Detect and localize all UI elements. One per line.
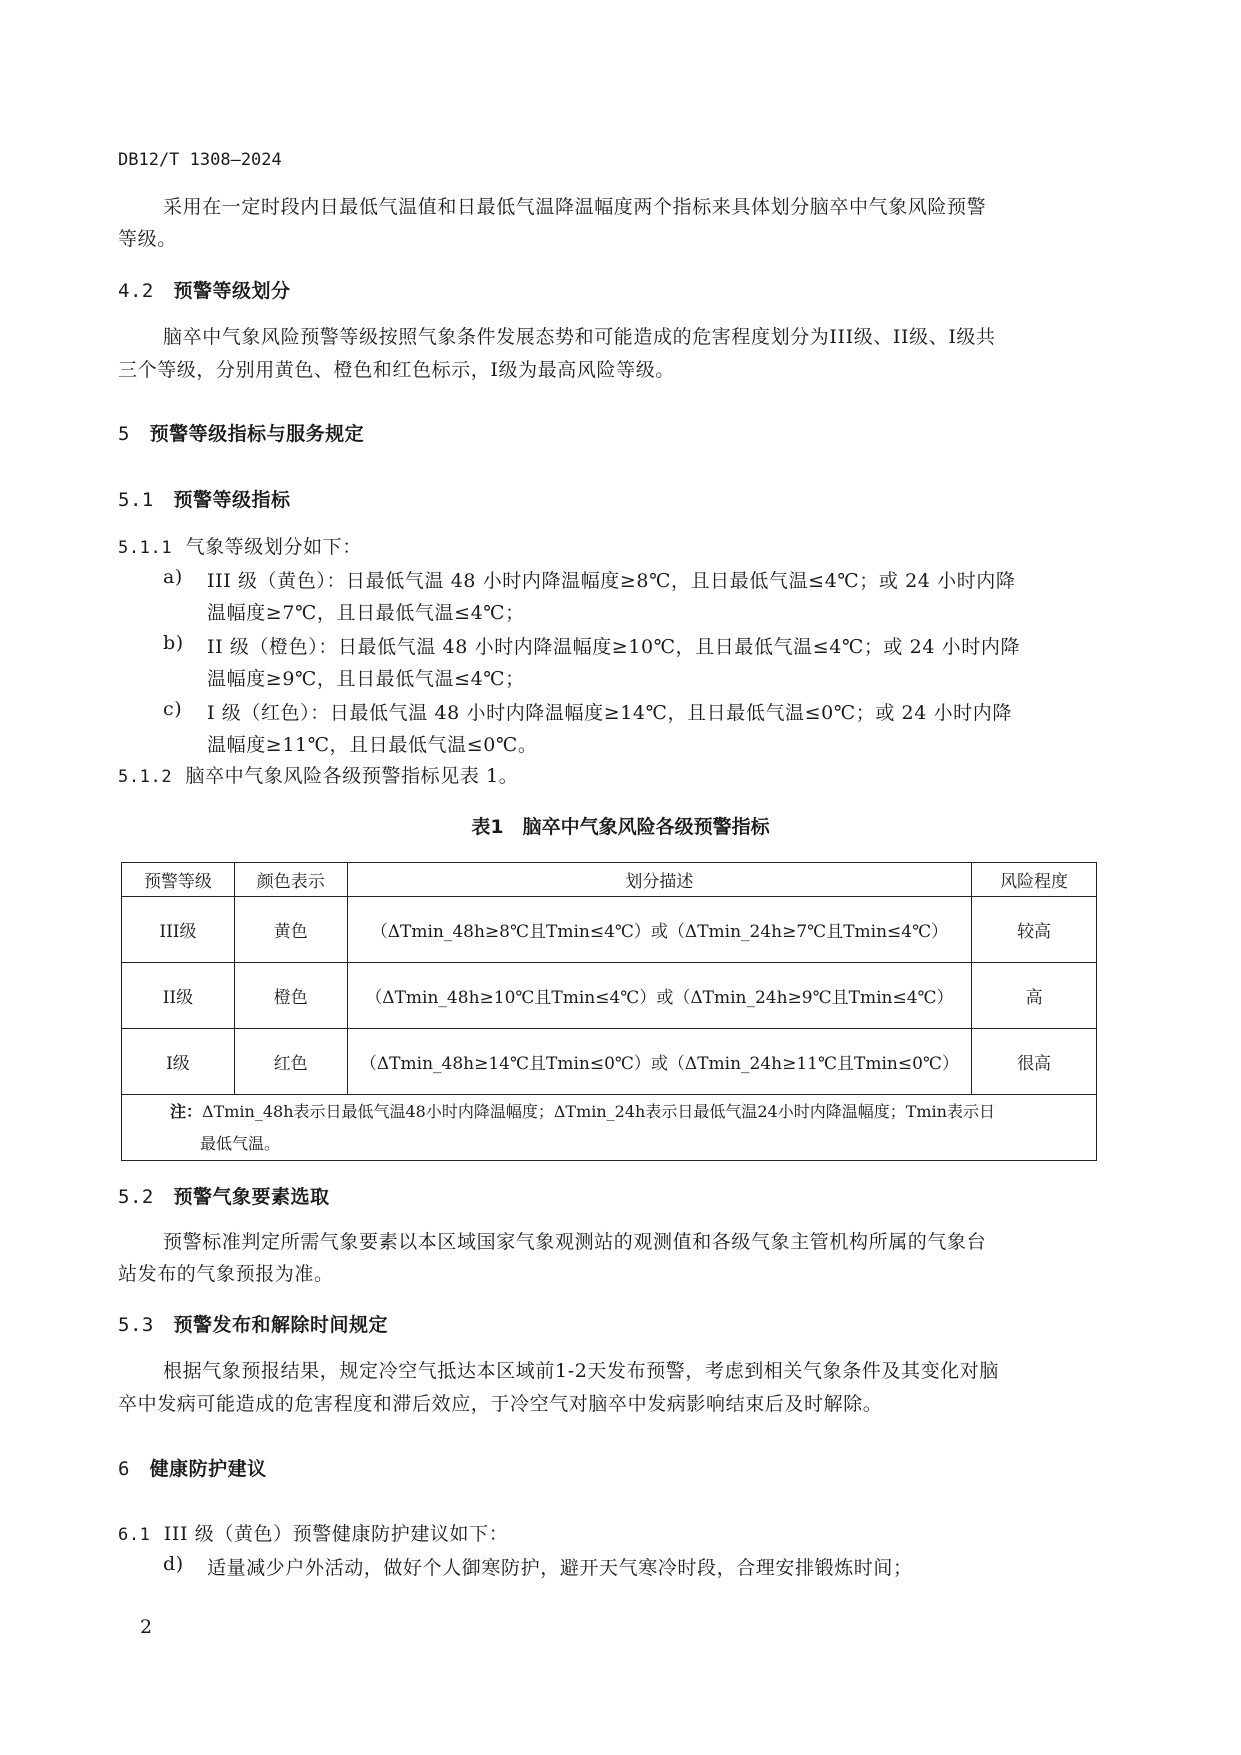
section-number: 6 bbox=[118, 1458, 130, 1480]
clause-number: 5.1.1 bbox=[118, 538, 173, 558]
clause-number: 6.1 bbox=[118, 1525, 151, 1545]
section-title: 预警发布和解除时间规定 bbox=[173, 1314, 388, 1336]
table-row bbox=[122, 963, 1097, 1029]
cell-risk: 较高 bbox=[972, 897, 1097, 963]
section-5-1-heading bbox=[118, 485, 290, 512]
table-row bbox=[122, 897, 1097, 963]
list-item-b-line-2: 温幅度≥9℃，且日最低气温≤4℃； bbox=[207, 668, 525, 690]
list-item-d-label: d) bbox=[163, 1553, 184, 1575]
page-number: 2 bbox=[140, 1616, 153, 1638]
section-4-2-line-2: 三个等级，分别用黄色、橙色和红色标示，I级为最高风险等级。 bbox=[118, 359, 675, 381]
list-item-d-text: 适量减少户外活动，做好个人御寒防护，避开天气寒冷时段，合理安排锻炼时间； bbox=[207, 1557, 913, 1579]
section-title: 预警等级指标 bbox=[173, 489, 291, 511]
cell-description: （ΔTmin_48h≥8℃且Tmin≤4℃）或（ΔTmin_24h≥7℃且Tmin≤4℃） bbox=[347, 897, 971, 963]
table-header-row bbox=[122, 863, 1097, 897]
clause-text: 脑卒中气象风险各级预警指标见表 1。 bbox=[185, 765, 519, 787]
header-description: 划分描述 bbox=[347, 863, 971, 897]
section-number: 5.1 bbox=[118, 489, 154, 511]
section-number: 5.3 bbox=[118, 1314, 154, 1336]
intro-line-1: 采用在一定时段内日最低气温值和日最低气温降温幅度两个指标来具体划分脑卒中气象风险预警 bbox=[163, 196, 987, 218]
section-5-3-heading bbox=[118, 1310, 388, 1337]
list-item-b-label: b) bbox=[163, 632, 184, 654]
list-item-c-label: c) bbox=[163, 698, 183, 720]
cell-description: （ΔTmin_48h≥10℃且Tmin≤4℃）或（ΔTmin_24h≥9℃且Tmin≤4℃） bbox=[347, 963, 971, 1029]
header-color: 颜色表示 bbox=[234, 863, 347, 897]
header-risk: 风险程度 bbox=[972, 863, 1097, 897]
section-title: 预警等级划分 bbox=[173, 280, 291, 302]
section-6-heading bbox=[118, 1454, 267, 1481]
cell-description: （ΔTmin_48h≥14℃且Tmin≤0℃）或（ΔTmin_24h≥11℃且Tmin≤0℃） bbox=[347, 1029, 971, 1095]
note-line-2: 最低气温。 bbox=[200, 1133, 281, 1153]
cell-level: II级 bbox=[122, 963, 235, 1029]
section-5-heading bbox=[118, 419, 364, 446]
intro-line-2: 等级。 bbox=[118, 228, 177, 250]
document-id: DB12/T 1308—2024 bbox=[118, 150, 282, 170]
clause-number: 5.1.2 bbox=[118, 767, 173, 787]
list-item-a-line-1: III 级（黄色）：日最低气温 48 小时内降温幅度≥8℃，且日最低气温≤4℃；或 24 小时内降 bbox=[207, 570, 1016, 592]
section-5-2-heading bbox=[118, 1182, 329, 1209]
section-title: 预警气象要素选取 bbox=[173, 1186, 330, 1208]
section-title: 健康防护建议 bbox=[149, 1458, 267, 1480]
section-5-2-line-2: 站发布的气象预报为准。 bbox=[118, 1263, 334, 1285]
cell-risk: 高 bbox=[972, 963, 1097, 1029]
section-4-2-heading bbox=[118, 276, 290, 303]
warning-index-table bbox=[121, 862, 1097, 1161]
cell-color: 红色 bbox=[234, 1029, 347, 1095]
cell-color: 橙色 bbox=[234, 963, 347, 1029]
table-row bbox=[122, 1029, 1097, 1095]
section-5-2-line-1: 预警标准判定所需气象要素以本区域国家气象观测站的观测值和各级气象主管机构所属的气象台 bbox=[163, 1231, 987, 1253]
list-item-a-label: a) bbox=[163, 566, 183, 588]
section-number: 5 bbox=[118, 423, 130, 445]
table-note bbox=[122, 1095, 1097, 1161]
section-4-2-line-1: 脑卒中气象风险预警等级按照气象条件发展态势和可能造成的危害程度划分为III级、II级、I级共 bbox=[163, 326, 996, 348]
section-5-3-line-1: 根据气象预报结果，规定冷空气抵达本区域前1-2天发布预警，考虑到相关气象条件及其变化对脑 bbox=[163, 1360, 999, 1382]
clause-6-1 bbox=[118, 1519, 508, 1546]
list-item-b-line-1: II 级（橙色）：日最低气温 48 小时内降温幅度≥10℃，且日最低气温≤4℃；或 24 小时内降 bbox=[207, 636, 1021, 658]
section-title: 预警等级指标与服务规定 bbox=[149, 423, 365, 445]
clause-text: III 级（黄色）预警健康防护建议如下： bbox=[163, 1523, 509, 1545]
section-5-3-line-2: 卒中发病可能造成的危害程度和滞后效应，于冷空气对脑卒中发病影响结束后及时解除。 bbox=[118, 1393, 883, 1415]
clause-5-1-2 bbox=[118, 761, 518, 788]
cell-risk: 很高 bbox=[972, 1029, 1097, 1095]
list-item-c-line-1: I 级（红色）：日最低气温 48 小时内降温幅度≥14℃，且日最低气温≤0℃；或 24 小时内降 bbox=[207, 702, 1012, 724]
clause-text: 气象等级划分如下： bbox=[185, 536, 362, 558]
clause-5-1-1 bbox=[118, 532, 362, 559]
section-number: 5.2 bbox=[118, 1186, 154, 1208]
header-level: 预警等级 bbox=[122, 863, 235, 897]
section-number: 4.2 bbox=[118, 280, 154, 302]
list-item-c-line-2: 温幅度≥11℃，且日最低气温≤0℃。 bbox=[207, 734, 538, 756]
list-item-a-line-2: 温幅度≥7℃，且日最低气温≤4℃； bbox=[207, 602, 525, 624]
table-caption: 表1 脑卒中气象风险各级预警指标 bbox=[471, 816, 770, 838]
cell-level: III级 bbox=[122, 897, 235, 963]
table-note-row bbox=[122, 1095, 1097, 1161]
cell-color: 黄色 bbox=[234, 897, 347, 963]
note-line-1: ΔTmin_48h表示日最低气温48小时内降温幅度；ΔTmin_24h表示日最低气温24小时内降温幅度；Tmin表示日 bbox=[202, 1101, 995, 1121]
cell-level: I级 bbox=[122, 1029, 235, 1095]
note-label: 注： bbox=[170, 1101, 203, 1121]
